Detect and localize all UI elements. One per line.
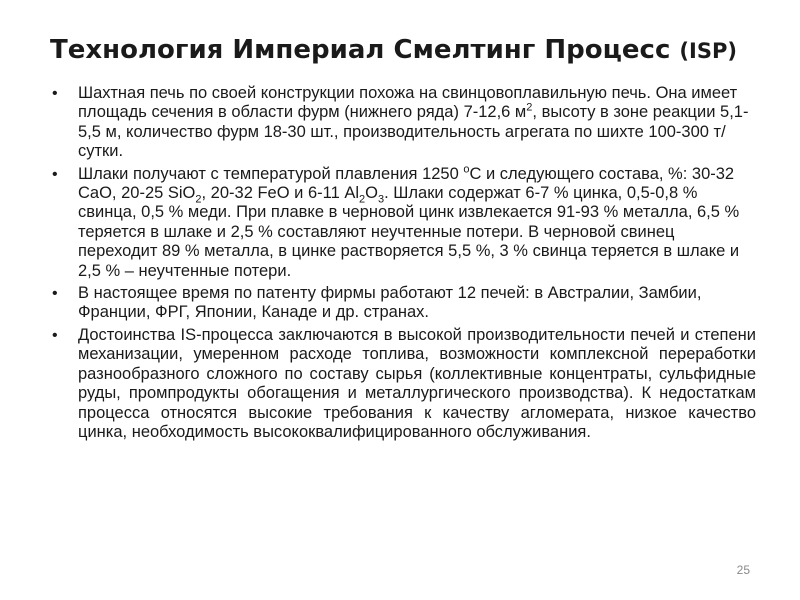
bullet-icon: • bbox=[52, 85, 58, 102]
bullet-item-furnace bbox=[52, 84, 756, 162]
bullet-icon: • bbox=[52, 326, 58, 344]
bullet-text: Шахтная печь по своей конструкции похожа на свинцовоплавильную печь. Она имеет площадь сечения в области фурм (нижнего ряда) 7-12,6 $м^2$, высоту в зоне реакции 5,1-5,5 м, количество фурм 18-30 шт., производительность агрегата по шихте 100-300 т/сутки. bbox=[78, 84, 749, 161]
page-number: 25 bbox=[736, 563, 750, 577]
bullet-item-slags bbox=[52, 165, 756, 281]
bullet-item-furnaces-count bbox=[52, 284, 756, 323]
bullet-text: Достоинства IS-процесса заключаются в высокой производительности печей и степени механизации, умеренном расходе топлива, возможности комплексной переработки разнообразного сложного по составу сырья (коллективные концентраты, сульфидные руды, промпродукты обогащения и металлургического производства). К недостаткам процесса относятся высокие требования к качеству агломерата, низкое качество цинка, необходимость высококвалифицированного обслуживания. bbox=[78, 325, 756, 441]
bullet-text: Шлаки получают с температурой плавления 1250 $^о$С и следующего состава, %: 30-32 CaO, 20-25 SiO$_2$, 20-32 FeO и 6-11 $Al_2O_3$. Шлаки содержат 6-7 % цинка, 0,5-0,8 % свинца, 0,5 % меди. При плавке в черновой цинк извлекается 91-93 % металла, 6,5 % теряется в шлаке и 2,5 % составляют неучтенные потери. В черновой свинец переходит 89 % металла, в цинке растворяется 5,5 %, 3 % свинца теряется в шлаке и 2,5 % – неучтенные потери. bbox=[78, 163, 740, 280]
bullet-list bbox=[52, 84, 756, 445]
slide-title-suffix: (ISP) bbox=[679, 39, 737, 63]
bullet-icon: • bbox=[52, 285, 58, 303]
bullet-item-advantages bbox=[52, 326, 756, 442]
slide-title bbox=[50, 34, 770, 67]
slide-title-main: Технология Империал Смелтинг Процесс bbox=[50, 35, 671, 65]
bullet-icon: • bbox=[52, 165, 58, 183]
bullet-text: В настоящее время по патенту фирмы работают 12 печей: в Австралии, Замбии, Франции, ФРГ, Японии, Канаде и др. странах. bbox=[78, 284, 702, 322]
